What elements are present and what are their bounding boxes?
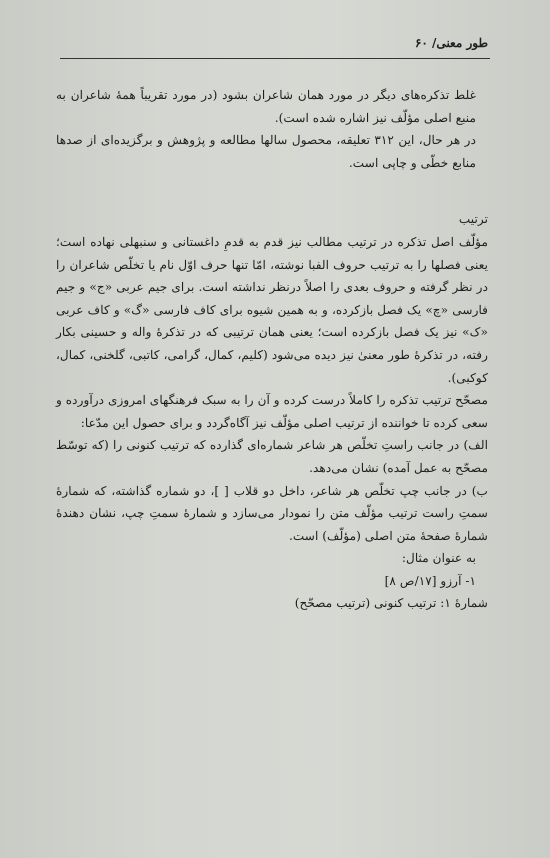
header-rule	[60, 58, 490, 59]
paragraph: به عنوان مثال:	[401, 551, 476, 566]
paragraph: غلط تذکره‌های دیگر در مورد همان شاعران بشود (در مورد تقریباً همهٔ شاعران به منبع اصلی مؤلّف نیز اشاره شده است).	[56, 88, 476, 125]
running-head: طور معنی/ ۶۰	[414, 36, 488, 50]
paragraph: مصحّح ترتیب تذکره را کاملاً درست کرده و آن را به سبک فرهنگهای امروزی درآورده و سعی کرده تا خواننده از ترتیب اصلی مؤلّف نیز آگاه‌گردد و برای حصول این مدّعا:	[56, 393, 488, 430]
paragraph: مؤلّف اصل تذکره در ترتیب مطالب نیز قدم به قدمِ داغستانی و سنبهلی نهاده است؛ یعنی فصلها را به ترتیب حروف الفبا نوشته، امّا تنها حرف اوّل نام یا تخلّص شاعران را در نظر گرفته و حروف بعدی را اصلاً درنظر نداشته است. برای جیم عربی «ج» و جیم فارسی «چ» یک فصل بازکرده، و به همین شیوه برای کاف فارسی «گ» و کاف عربی «ک» نیز یک فصل بازکرده است؛ یعنی همان ترتیبی که در تذکرهٔ واله و حسینی بکار رفته، در تذکرهٔ طور معنیٰ نیز دیده می‌شود (کلیم، کمال، گرامی، کاتبی، گلخنی، کمال، کوکبی).	[56, 234, 488, 385]
section-gap	[56, 174, 488, 208]
paragraph: در هر حال، این ۳۱۲ تعلیقه، محصول سالها مطالعه و پژوهش و برگزیده‌ای از صدها منابع خطّی و چاپی است.	[56, 133, 476, 170]
paragraph: الف) در جانب راستِ تخلّص هر شاعر شماره‌ای گذارده که ترتیب کنونی را (که توسّط مصحّح به عمل آمده) نشان می‌دهد.	[56, 438, 488, 475]
section-title: ترتیب	[458, 212, 488, 227]
example-note: شمارهٔ ۱: ترتیب کنونی (ترتیب مصحّح)	[294, 596, 488, 611]
page-body	[56, 84, 488, 615]
paragraph: ب) در جانب چپ تخلّص هر شاعر، داخل دو قلاب [ ]، دو شماره گذاشته، که شمارهٔ سمتِ راست ترتیب مؤلّف متن را نمودار می‌سازد و شمارهٔ سمتِ چپ، نشان دهندهٔ شمارهٔ صفحهٔ متن اصلی (مؤلّف) است.	[56, 483, 488, 543]
example-entry: ۱- آرزو [۱۷/ص ۸]	[384, 573, 476, 588]
